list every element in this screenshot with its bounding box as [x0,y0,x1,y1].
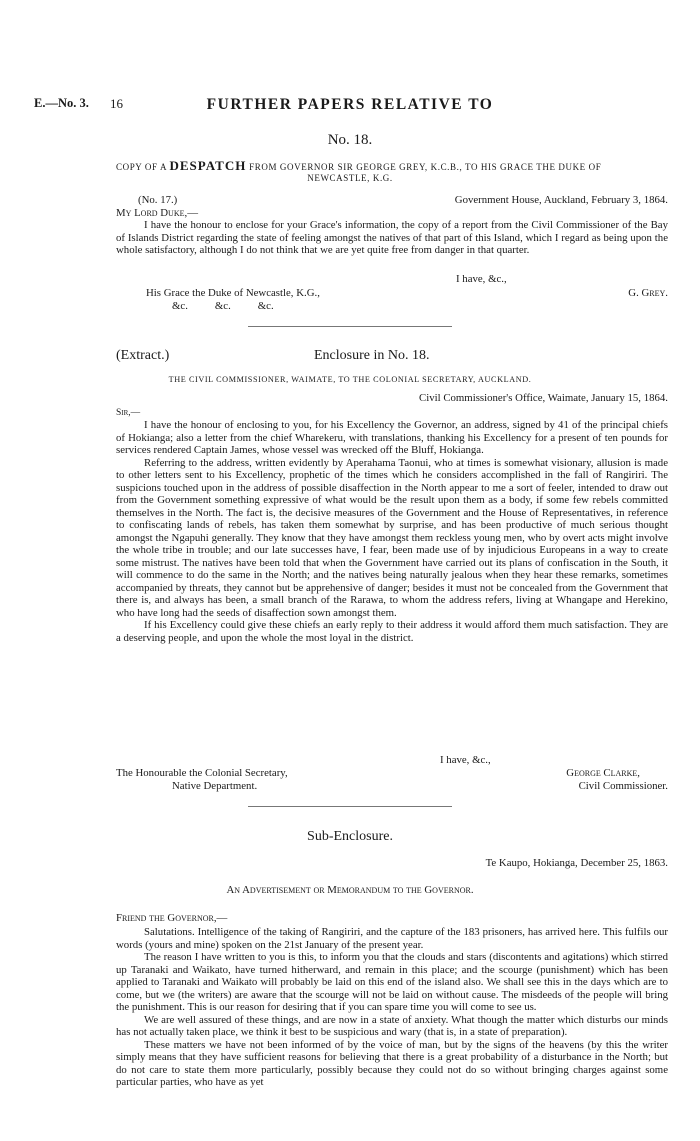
sub-enclosure-heading: An Advertisement or Memorandum to the Governor. [226,884,474,896]
sub-enclosure-paragraph-3: We are well assured of these things, and are now in a state of anxiety. What though the matter which disturbs our minds has not actually taken place, we think it best to be suspicious and wary (that is, in a state of preparation). [116,1013,668,1038]
enclosure-signature-title: Civil Commissioner. [578,780,668,792]
despatch-salutation: My Lord Duke,— [116,207,198,219]
enclosure-addressee-2: Native Department. [172,780,258,792]
enclosure-signature: George Clarke, [566,767,640,779]
sub-enclosure-paragraph-2: The reason I have written to you is this, to inform you that the clouds and stars (discontents and agitations) which stirred up Taranaki and Waikato, have turned hitherward, and remain in this place; and the scourge (punishment) which has been applied to Taranaki and Waikato will probably be laid on this end of the island also. We shall see this in the days which are to come, but we (the writers) are aware that the scourge will not be laid on without cause. The misdeeds of the people will bring the punishment. This is our reason for desiring that if you can spare time you will come to see us. [116,951,668,1013]
despatch-closing: I have, &c., [456,273,507,285]
sub-enclosure-place-date: Te Kaupo, Hokianga, December 25, 1863. [485,857,668,869]
enclosure-salutation: Sir,— [116,408,141,418]
enclosure-paragraph-2: Referring to the address, written evidently by Aperahama Taonui, who at times is somewhat visionary, allusion is made to other letters sent to his Excellency, prophetic of the times which he considers accomplished in the fall of Rangiriri. The suspicions touched upon in the address of possible disaffection in the North appear to me a sort of feeler, intended to draw out from the Government something expressive of what would be the result upon them as a body, if some few rebels committed themselves in the North. The fact is, the decisive measures of the Government and the House of Representatives, in reference to confiscating lands of rebels, has taken them somewhat by surprise, and has been productive of much serious thought amongst the Ngapuhi generally. They know that they have amongst them reckless young men, who by overt acts might involve the whole tribe in trouble; and our late successes have, I fear, been made use of by injudicious Europeans in a way to create some mistrust. The natives have been told that when the Government have carried out its plans of confiscation in the South, it will commence to do the same in the North; and the natives being naturally jealous when they hear these remarks, sometimes accompanied by threats, they cannot but be apprehensive of danger; besides it must not be concealed from the Government that there is, and always has been, a small branch of the Rarawa, to whom the address refers, living at Whangape and Herekino, who have long had the seeds of disaffection sown amongst them. [116,456,668,619]
enclosure-body [116,419,668,644]
despatch-copy-line-2: NEWCASTLE, K.G. [307,173,393,183]
sub-enclosure-salutation: Friend the Governor,— [116,912,228,924]
enclosure-from-line: THE CIVIL COMMISSIONER, WAIMATE, TO THE COLONIAL SECRETARY, AUCKLAND. [168,375,532,384]
sub-enclosure-paragraph-1: Salutations. Intelligence of the taking of Rangiriri, and the capture of the 183 prisoners, has arrived here. This fulfils our words (yours and mine) spoken on the 21st January of the present year. [116,926,668,951]
sub-enclosure-title: Sub-Enclosure. [307,829,393,844]
copy-prefix: COPY OF A [116,162,167,172]
sub-enclosure-paragraph-4: These matters we have not been informed of by the voice of man, but by the signs of the heavens (by this the writer simply means that they have sufficient reasons for believing that there is a great probability of a disturbance in the North; but do not care to state them more particularly, possibly because they could not do so without bringing charges against some particular parties, who have as yet [116,1038,668,1088]
despatch-addressee-etc: &c. &c. &c. [172,300,274,312]
despatch-place-date: Government House, Auckland, February 3, 1864. [454,194,668,206]
despatch-body [116,219,668,257]
despatch-signature: G. Grey. [628,287,668,299]
despatch-addressee: His Grace the Duke of Newcastle, K.G., [146,287,320,299]
page-header [0,96,700,116]
despatch-doc-number: (No. 17.) [138,194,178,206]
running-title: FURTHER PAPERS RELATIVE TO [206,96,494,113]
despatch-copy-line [116,160,668,173]
document-reference: E.—No. 3. [34,96,89,110]
enclosure-addressee: The Honourable the Colonial Secretary, [116,767,288,779]
enclosure-closing: I have, &c., [440,754,491,766]
enclosure-title: Enclosure in No. 18. [314,348,430,363]
sub-enclosure-body [116,926,668,1089]
enclosure-place-date: Civil Commissioner's Office, Waimate, January 15, 1864. [419,392,668,404]
enclosure-paragraph-1: I have the honour of enclosing to you, for his Excellency the Governor, an address, signed by 41 of the principal chiefs of Hokianga; also a letter from the chief Wharekeru, with translations, thanking his Excellency for a present of ten pounds for services rendered Captain James, whose vessel was wrecked off the Bluff, Hokianga. [116,419,668,456]
despatch-number-heading: No. 18. [327,132,373,148]
enclosure-paragraph-3: If his Excellency could give these chiefs an early reply to their address it would afford them much satisfaction. They are a deserving people, and upon the whole the most loyal in the district. [116,619,668,644]
despatch-body-paragraph: I have the honour to enclose for your Grace's information, the copy of a report from the Civil Commissioner of the Bay of Islands District regarding the state of feeling amongst the natives of that part of this Island, which I regard as being upon the whole satisfactory, although I do not think that we are yet quite free from danger in that quarter. [116,219,668,256]
copy-rest: FROM GOVERNOR SIR GEORGE GREY, K.C.B., TO HIS GRACE THE DUKE OF [249,162,602,172]
section-divider-2 [248,806,452,807]
extract-label: (Extract.) [116,348,170,363]
page-number: 16 [110,96,123,111]
copy-word: DESPATCH [169,158,247,173]
section-divider [248,326,452,327]
